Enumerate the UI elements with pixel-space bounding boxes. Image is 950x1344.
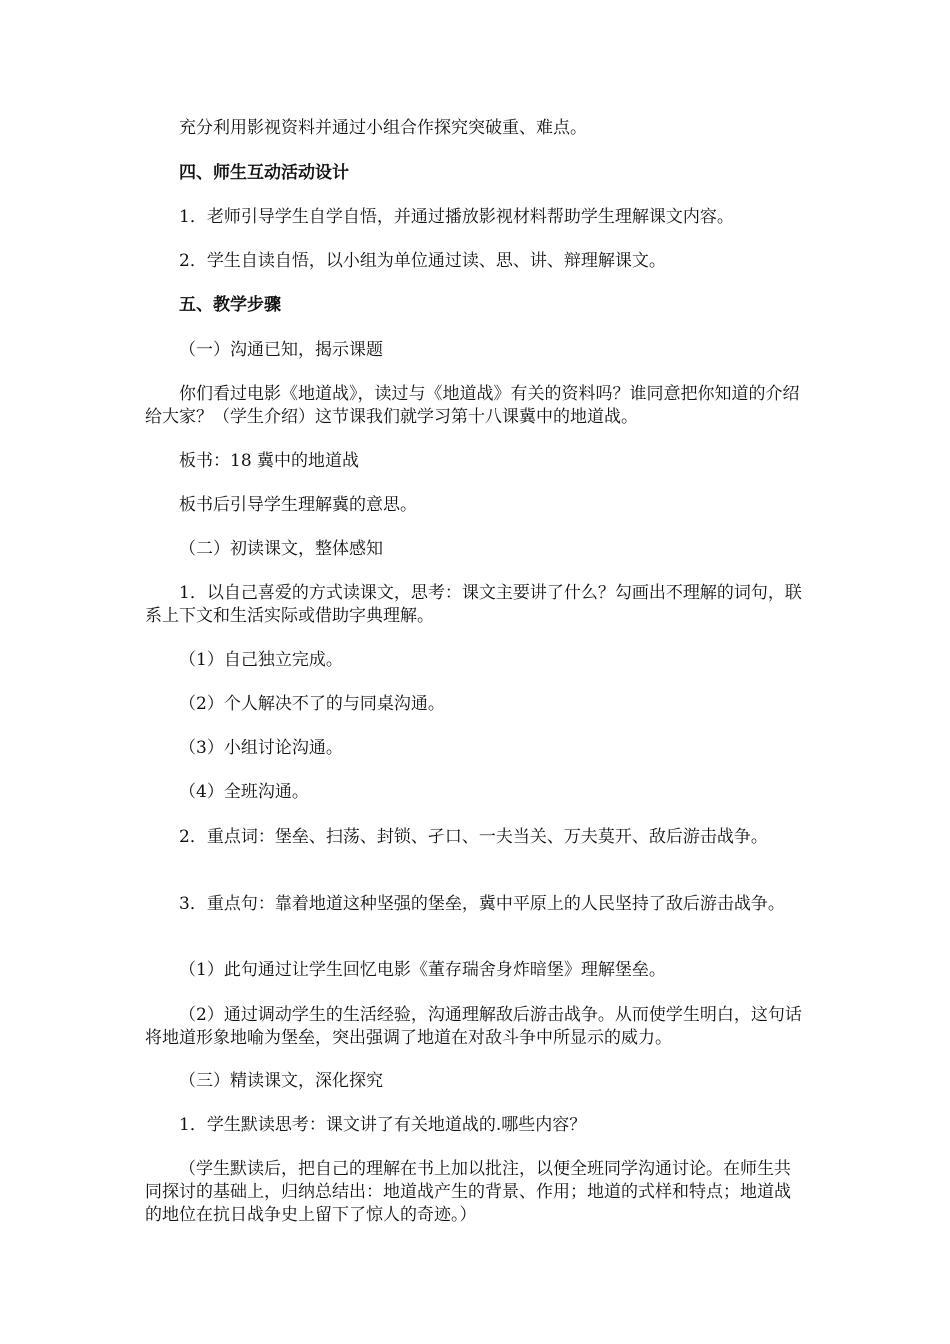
paragraph-note-1: （1）此句通过让学生回忆电影《董存瑞舍身炸暗堡》理解堡垒。: [179, 960, 666, 980]
paragraph-movie-question: 你们看过电影《地道战》，读过与《地道战》有关的资料吗？谁同意把你知道的介绍给大家？（学生介绍）这节课我们就学习第十八课冀中的地道战。: [145, 384, 800, 427]
paragraph-item-1: 1．老师引导学生自学自悟，并通过播放影视材料帮助学生理解课文内容。: [179, 207, 734, 227]
paragraph-item-2: 2．学生自读自悟，以小组为单位通过读、思、讲、辩理解课文。: [179, 251, 666, 271]
section-heading-four: 四、师生互动活动设计: [179, 163, 349, 183]
paragraph-silent-reading: 1．学生默读思考：课文讲了有关地道战的.哪些内容？: [179, 1115, 587, 1135]
subheading-one: （一）沟通已知，揭示课题: [179, 340, 383, 360]
paragraph-summary-note: （学生默读后，把自己的理解在书上加以批注，以便全班同学沟通讨论。在师生共同探讨的基础上，归纳总结出：地道战产生的背景、作用；地道的式样和特点；地道战的地位在抗日战争史上留下了惊人的奇迹。）: [145, 1159, 791, 1225]
paragraph-step-2: （2）个人解决不了的与同桌沟通。: [179, 694, 445, 714]
paragraph-key-words: 2．重点词：堡垒、扫荡、封锁、孑口、一夫当关、万夫莫开、敌后游击战争。: [179, 827, 768, 847]
subheading-three: （三）精读课文，深化探究: [179, 1071, 383, 1091]
paragraph-step-1: （1）自己独立完成。: [179, 650, 343, 670]
paragraph-step-3: （3）小组讨论沟通。: [179, 738, 343, 758]
paragraph-intro: 充分利用影视资料并通过小组合作探究突破重、难点。: [179, 118, 587, 138]
paragraph-read-method: 1．以自己喜爱的方式读课文，思考：课文主要讲了什么？勾画出不理解的词句，联系上下文和生活实际或借助字典理解。: [145, 583, 802, 626]
paragraph-key-sentence: 3．重点句：靠着地道这种坚强的堡垒，冀中平原上的人民坚持了敌后游击战争。: [179, 894, 785, 914]
paragraph-board-guide: 板书后引导学生理解冀的意思。: [179, 495, 417, 515]
paragraph-step-4: （4）全班沟通。: [179, 782, 309, 802]
section-heading-five: 五、教学步骤: [179, 295, 281, 315]
paragraph-note-2: （2）通过调动学生的生活经验，沟通理解敌后游击战争。从而使学生明白，这句话将地道形象地喻为堡垒，突出强调了地道在对敌斗争中所显示的威力。: [145, 1005, 802, 1048]
paragraph-board-title: 板书：18 冀中的地道战: [179, 451, 360, 471]
subheading-two: （二）初读课文，整体感知: [179, 539, 383, 559]
